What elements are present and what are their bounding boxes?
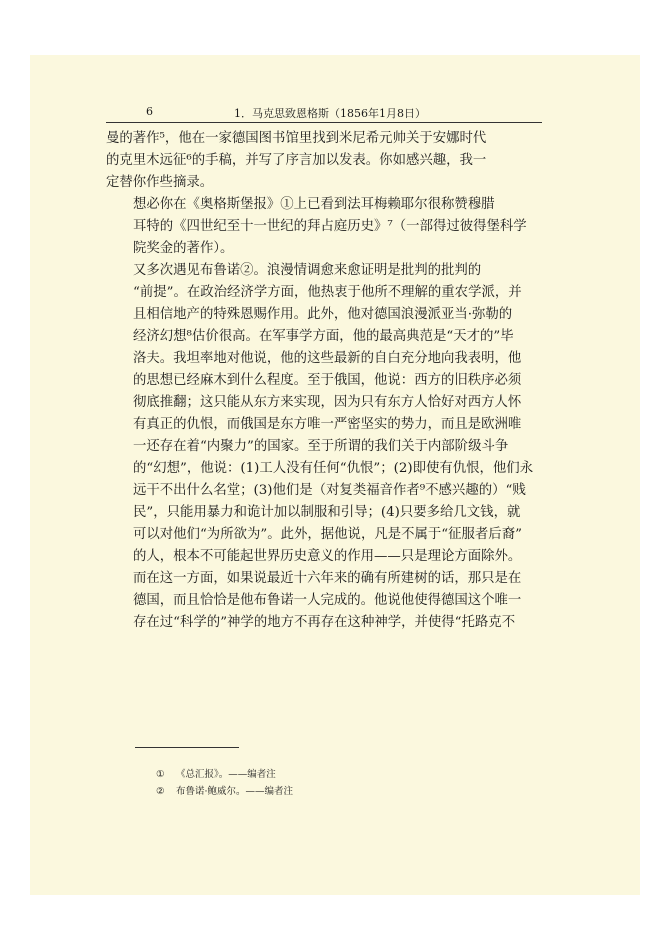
footnote [156,783,293,800]
text-line: 的思想已经麻木到什么程度。至于俄国，他说：西方的旧秩序必须 [133,373,522,388]
text-line: 定替你作些摘录。 [106,175,214,190]
text-line: 又多次遇见布鲁诺②。浪漫情调愈来愈证明是批判的批判的 [133,263,482,278]
text-line: 有真正的仇恨，而俄国是东方唯一严密坚实的势力，而且是欧洲唯 [133,417,522,432]
text-line: 的“幻想”，他说：(1)工人没有任何“仇恨”；(2)即使有仇恨，他们永 [133,461,534,476]
footnote-mark: ① [156,769,165,780]
running-header [106,102,542,123]
footnotes [156,766,293,800]
text-line: 一还存在着“内聚力”的国家。至于所谓的我们关于内部阶级斗争 [133,439,509,454]
footnote-text: 《总汇报》。——编者注 [176,769,276,780]
text-line: 洛夫。我坦率地对他说，他的这些最新的自白充分地向我表明，他 [133,351,522,366]
text-line: 曼的著作⁵，他在一家德国图书馆里找到米尼希元帅关于安娜时代 [106,131,487,146]
paragraph [106,260,542,634]
paragraph [106,128,542,194]
footnote-text: 布鲁诺·鲍威尔。——编者注 [176,786,294,797]
text-line: 而在这一方面，如果说最近十六年来的确有所建树的话，那只是在 [133,571,522,586]
text-line: 的克里木远征⁶的手稿，并写了序言加以发表。你如感兴趣，我一 [106,153,487,168]
text-line: 彻底推翻；这只能从东方来实现，因为只有东方人恰好对西方人怀 [133,395,522,410]
text-line: 经济幻想⁸估价很高。在军事学方面，他的最高典范是“天才的”毕 [133,329,514,344]
text-line: 的人，根本不可能起世界历史意义的作用——只是理论方面除外。 [133,549,522,564]
text-line: “前提”。在政治经济学方面，他热衷于他所不理解的重农学派，并 [133,285,522,300]
text-line: 耳特的《四世纪至十一世纪的拜占庭历史》⁷（一部得过彼得堡科学 [133,219,527,234]
text-line: 德国，而且恰恰是他布鲁诺一人完成的。他说他使得德国这个唯一 [133,593,522,608]
text-line: 想必你在《奥格斯堡报》①上已看到法耳梅赖耶尔很称赞穆腊 [133,197,495,212]
text-line: 可以对他们“为所欲为”。此外，据他说，凡是不属于“征服者后裔” [133,527,522,542]
text-line: 院奖金的著作）。 [133,241,234,256]
footnote-rule [135,747,239,748]
header-title: 1．马克思致恩格斯（1856年1月8日） [234,107,426,120]
body-text [106,128,542,634]
text-line: 且相信地产的特殊恩赐作用。此外，他对德国浪漫派亚当·弥勒的 [133,307,513,322]
text-line: 民”，只能用暴力和诡计加以制服和引导；(4)只要多给几文钱，就 [133,505,521,520]
footnote [156,766,293,783]
footnote-mark: ② [156,786,165,797]
text-line: 存在过“科学的”神学的地方不再存在这种神学，并使得“托路克不 [133,615,516,630]
page-number: 6 [146,105,153,118]
paragraph [106,194,542,260]
text-line: 远干不出什么名堂；(3)他们是（对复类福音作者⁹不感兴趣的）“贱 [133,483,526,498]
